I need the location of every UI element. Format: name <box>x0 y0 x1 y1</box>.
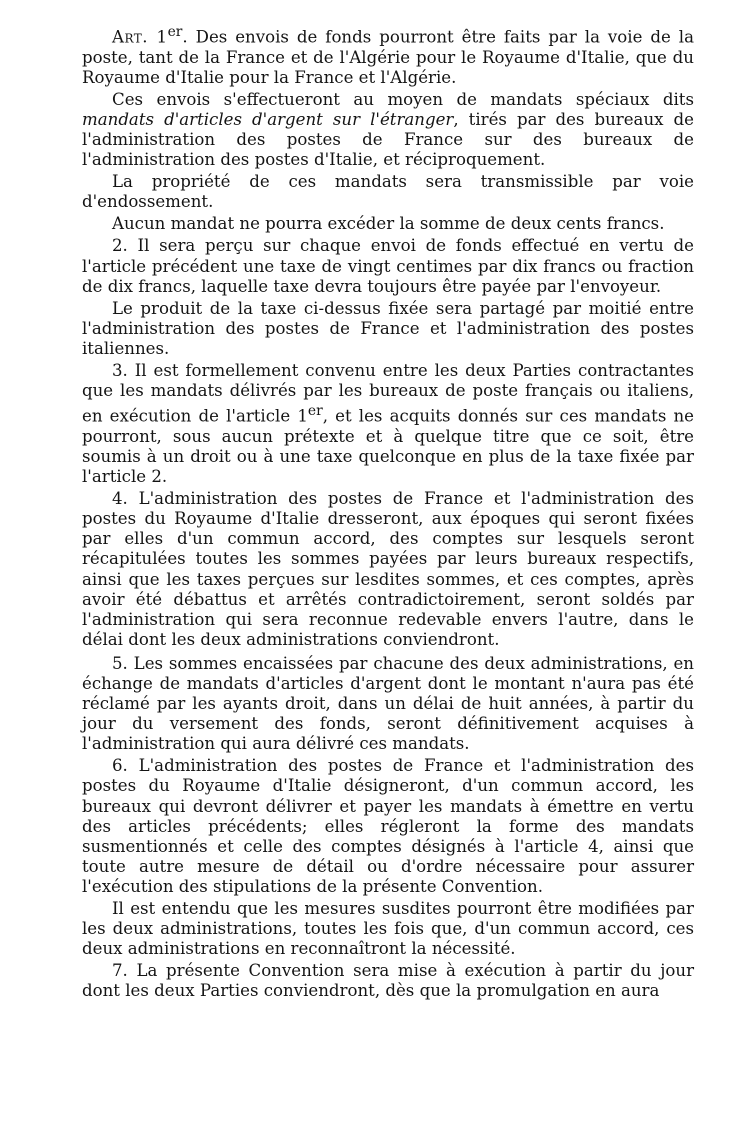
paragraph-text: . Des envois de fonds pourront être faits par la voie de la poste, tant de la France et de l'Algérie pour le Royaume d'Italie, que du Royaume d'Italie pour la France et l'Algérie. <box>82 27 694 87</box>
paragraph-text: La propriété de ces mandats sera transmissible par voie d'endossement. <box>82 172 694 212</box>
paragraph-article-7 <box>82 961 694 1001</box>
italic-term: mandats d'articles d'argent sur l'étranger <box>82 109 454 129</box>
paragraph-text: , et les acquits donnés sur ces mandats ne pourront, sous aucun prétexte et à quelque titre que ce soit, être soumis à un droit ou à une taxe quelconque en plus de la taxe fixée par l'article 2. <box>82 406 695 487</box>
ordinal-superscript: er <box>167 24 183 40</box>
paragraph-text: 7. La présente Convention sera mise à exécution à partir du jour dont les deux Parties conviendront, dès que la promulgation en aura <box>82 961 694 1001</box>
paragraph-article-4 <box>82 489 694 650</box>
paragraph-text: Aucun mandat ne pourra excéder la somme de deux cents francs. <box>112 214 665 234</box>
paragraph-text: 5. Les sommes encaissées par chacune des deux administrations, en échange de mandats d'articles d'argent dont le montant n'aura pas été réclamé par les ayants droit, dans un délai de huit années, à partir du jour du versement des fonds, seront définitivement acquises à l'administration qui aura délivré ces mandats. <box>82 653 694 754</box>
paragraph-text: 6. L'administration des postes de France et l'administration des postes du Royaume d'Italie désigneront, d'un commun accord, les bureaux qui devront délivrer et payer les mandats à émettre en vertu des articles précédents; elles régleront la forme des mandats susmentionnés et celle des comptes désignés à l'article 4, ainsi que toute autre mesure de détail ou d'ordre nécessaire pour assurer l'exécution des stipulations de la présente Convention. <box>82 756 694 896</box>
paragraph-mesures-modifiees <box>82 899 694 959</box>
paragraph-text: Le produit de la taxe ci-dessus fixée sera partagé par moitié entre l'administration des postes de France et l'administration des postes italiennes. <box>82 298 694 358</box>
paragraph-aucun-mandat <box>82 214 694 234</box>
paragraph-mandats <box>82 90 694 170</box>
paragraph-article-3 <box>82 361 694 487</box>
ordinal-superscript: er <box>307 403 323 420</box>
paragraph-article-1 <box>82 22 694 88</box>
paragraph-text: Ces envois s'effectueront au moyen de mandats spéciaux dits <box>112 89 694 109</box>
paragraph-propriete <box>82 172 694 212</box>
article-label: Art. 1 <box>112 27 168 47</box>
document-body <box>82 22 694 1001</box>
paragraph-produit-taxe <box>82 299 694 359</box>
paragraph-article-5 <box>82 654 694 754</box>
paragraph-article-2 <box>82 236 694 296</box>
paragraph-text: 4. L'administration des postes de France et l'administration des postes du Royaume d'Italie dresseront, aux époques qui seront fixées par elles d'un commun accord, des comptes sur lesquels seront récapitulées toutes les sommes payées par leurs bureaux respectifs, ainsi que les taxes perçues sur lesdites sommes, et ces comptes, après avoir été débattus et arrêtés contradictoirement, seront soldés par l'administration qui sera reconnue redevable envers l'autre, dans le délai dont les deux administrations conviendront. <box>82 489 694 649</box>
paragraph-text: Il est entendu que les mesures susdites pourront être modifiées par les deux administrations, toutes les fois que, d'un commun accord, ces deux administrations en reconnaîtront la nécessité. <box>82 899 694 959</box>
paragraph-text: 2. Il sera perçu sur chaque envoi de fonds effectué en vertu de l'article précédent une taxe de vingt centimes par dix francs ou fraction de dix francs, laquelle taxe devra toujours être payée par l'envoyeur. <box>82 236 694 296</box>
paragraph-text: 3. Il est formellement convenu entre les deux Parties contractantes que les mandats délivrés par les bureaux de poste français ou italiens, en exécution de l'article 1 <box>82 361 694 426</box>
paragraph-article-6 <box>82 756 694 897</box>
paragraph-text: , tirés par des bureaux de l'administration des postes de France sur des bureaux de l'administration des postes d'Italie, et réciproquement. <box>82 109 694 170</box>
